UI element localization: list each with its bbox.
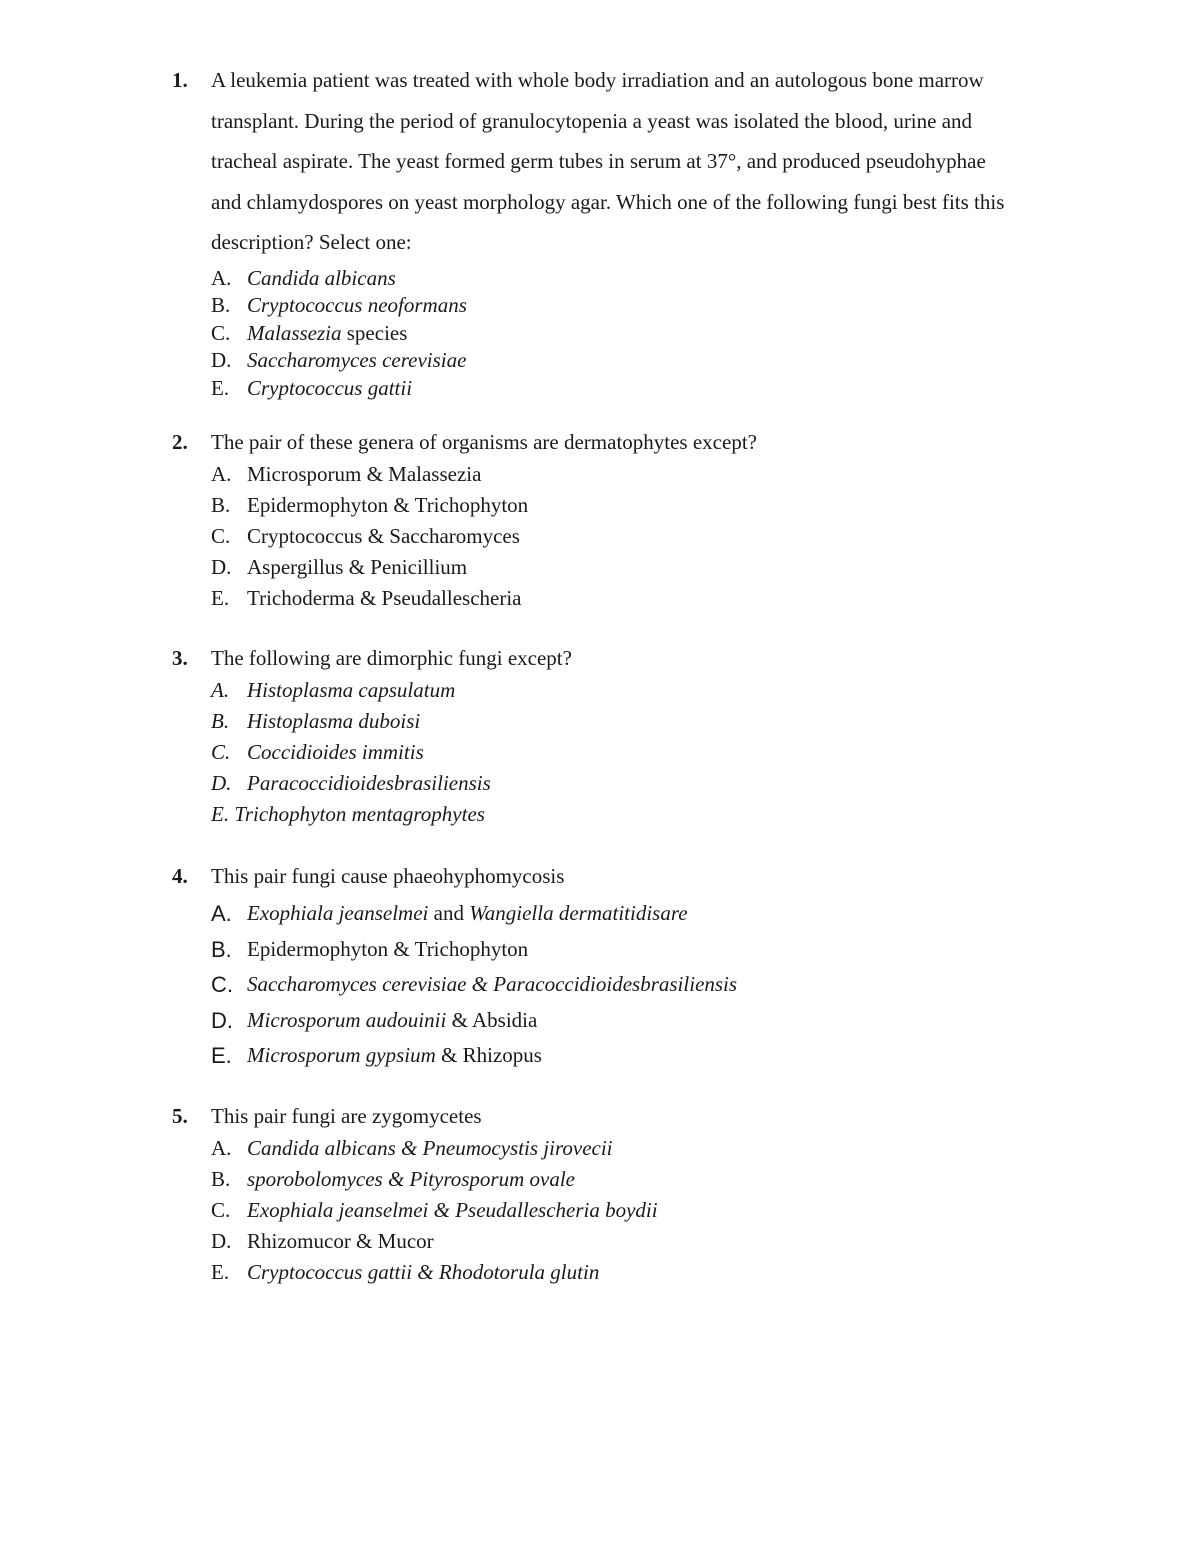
option-text: Rhizomucor & Mucor	[247, 1229, 434, 1253]
option-letter: E.	[211, 375, 230, 400]
question-number: 2.	[172, 430, 188, 454]
option-letter: B.	[211, 493, 231, 517]
option-text: Epidermophyton & Trichophyton	[247, 493, 529, 517]
option-text: Trichoderma & Pseudallescheria	[247, 586, 522, 610]
answer-option-c	[211, 521, 1122, 552]
question-stem	[172, 644, 1122, 673]
option-letter: C.	[211, 320, 231, 345]
option-letter: D.	[211, 348, 232, 372]
answer-options	[172, 1133, 1122, 1288]
question-text: The pair of these genera of organisms are dermatophytes except?	[211, 430, 757, 454]
option-text: Exophiala jeanselmei & Pseudallescheria boydii	[247, 1198, 658, 1222]
option-letter: E.	[211, 802, 230, 826]
question-text: This pair fungi cause phaeohyphomycosis	[211, 864, 565, 888]
option-text: Paracoccidioidesbrasiliensis	[247, 771, 491, 795]
answer-option-e	[211, 1257, 1122, 1288]
answer-option-c	[211, 320, 1122, 348]
option-letter: D.	[211, 555, 232, 579]
question-text-line: description? Select one:	[211, 230, 412, 254]
option-text: Coccidioides immitis	[247, 740, 424, 764]
option-letter: D.	[211, 771, 232, 795]
option-text: Histoplasma duboisi	[247, 709, 421, 733]
answer-option-b	[211, 932, 1122, 968]
option-letter: A.	[211, 265, 232, 290]
answer-option-a	[211, 265, 1122, 293]
option-text: and	[428, 901, 470, 925]
option-letter: E.	[211, 586, 230, 610]
question-text-line: and chlamydospores on yeast morphology agar. Which one of the following fungi best fits this	[211, 189, 1005, 214]
option-text: Candida albicans & Pneumocystis jirovecii	[247, 1136, 613, 1160]
option-text: Malassezia	[247, 320, 342, 345]
answer-option-b	[211, 292, 1122, 320]
option-text: Cryptococcus neoformans	[247, 293, 467, 317]
answer-option-e	[211, 1038, 1122, 1074]
answer-option-d	[211, 552, 1122, 583]
option-text: species	[341, 320, 408, 345]
question-text-line: tracheal aspirate. The yeast formed germ tubes in serum at 37°, and produced pseudohyphae	[211, 149, 986, 173]
answer-option-a	[211, 459, 1122, 490]
answer-option-a	[211, 1133, 1122, 1164]
answer-option-e	[211, 583, 1122, 614]
question-stem	[172, 428, 1122, 457]
option-text: Cryptococcus gattii & Rhodotorula glutin	[247, 1260, 600, 1284]
question-text: The following are dimorphic fungi except?	[211, 646, 572, 670]
answer-option-e	[211, 799, 1122, 830]
option-text: Epidermophyton & Trichophyton	[247, 936, 529, 961]
option-letter: B.	[211, 936, 232, 962]
answer-option-d	[211, 347, 1122, 375]
answer-option-d	[211, 768, 1122, 799]
question-4	[172, 862, 1122, 1074]
answer-option-d	[211, 1226, 1122, 1257]
option-letter: C.	[211, 524, 231, 548]
answer-option-b	[211, 706, 1122, 737]
question-number: 3.	[172, 646, 188, 670]
option-text: Saccharomyces cerevisiae & Paracoccidioidesbrasiliensis	[247, 972, 738, 997]
option-letter: E.	[211, 1043, 232, 1069]
option-text: & Absidia	[446, 1007, 538, 1032]
question-text-line: transplant. During the period of granulocytopenia a yeast was isolated the blood, urine and	[211, 108, 973, 133]
answer-option-a	[211, 896, 1122, 932]
question-stem	[172, 1102, 1122, 1131]
answer-options	[172, 459, 1122, 614]
option-text: Trichophyton mentagrophytes	[229, 802, 485, 826]
option-text: Aspergillus & Penicillium	[247, 555, 468, 579]
option-letter: A.	[211, 678, 230, 702]
answer-options	[172, 896, 1122, 1074]
option-letter: B.	[211, 293, 231, 317]
option-text: & Rhizopus	[435, 1043, 542, 1068]
option-letter: C.	[211, 740, 231, 764]
option-text: Microsporum gypsium	[247, 1043, 436, 1068]
option-text: Cryptococcus gattii	[247, 375, 413, 400]
question-number: 4.	[172, 864, 188, 888]
option-letter: E.	[211, 1260, 230, 1284]
question-number: 5.	[172, 1104, 188, 1128]
question-stem	[172, 60, 1122, 263]
answer-options	[172, 265, 1122, 403]
question-text: This pair fungi are zygomycetes	[211, 1104, 482, 1128]
option-text: Saccharomyces cerevisiae	[247, 348, 467, 372]
answer-option-c	[211, 967, 1122, 1003]
answer-options	[172, 675, 1122, 830]
option-text: Microsporum audouinii	[247, 1007, 447, 1032]
option-letter: A.	[211, 1136, 232, 1160]
answer-option-a	[211, 675, 1122, 706]
option-letter: A.	[211, 462, 232, 486]
answer-option-e	[211, 375, 1122, 403]
option-text: Candida albicans	[247, 265, 396, 290]
option-text: Cryptococcus & Saccharomyces	[247, 524, 520, 548]
option-letter: B.	[211, 709, 230, 733]
question-3	[172, 644, 1122, 830]
question-5	[172, 1102, 1122, 1288]
option-letter: C.	[211, 1198, 231, 1222]
option-text: Exophiala jeanselmei	[247, 901, 429, 925]
question-number: 1.	[172, 68, 188, 92]
question-text-line: A leukemia patient was treated with whole body irradiation and an autologous bone marrow	[211, 68, 984, 92]
question-2	[172, 428, 1122, 614]
option-letter: A.	[211, 901, 232, 926]
option-text: sporobolomyces & Pityrosporum ovale	[247, 1167, 575, 1191]
answer-option-b	[211, 1164, 1122, 1195]
option-letter: D.	[211, 1007, 233, 1033]
option-letter: D.	[211, 1229, 232, 1253]
option-text: Histoplasma capsulatum	[247, 678, 456, 702]
answer-option-d	[211, 1003, 1122, 1039]
question-stem	[172, 862, 1122, 891]
option-text: Microsporum & Malassezia	[247, 462, 482, 486]
question-1	[172, 60, 1122, 402]
answer-option-c	[211, 737, 1122, 768]
option-text: Wangiella dermatitidisare	[469, 901, 688, 925]
option-letter: C.	[211, 972, 233, 998]
option-letter: B.	[211, 1167, 231, 1191]
answer-option-c	[211, 1195, 1122, 1226]
answer-option-b	[211, 490, 1122, 521]
